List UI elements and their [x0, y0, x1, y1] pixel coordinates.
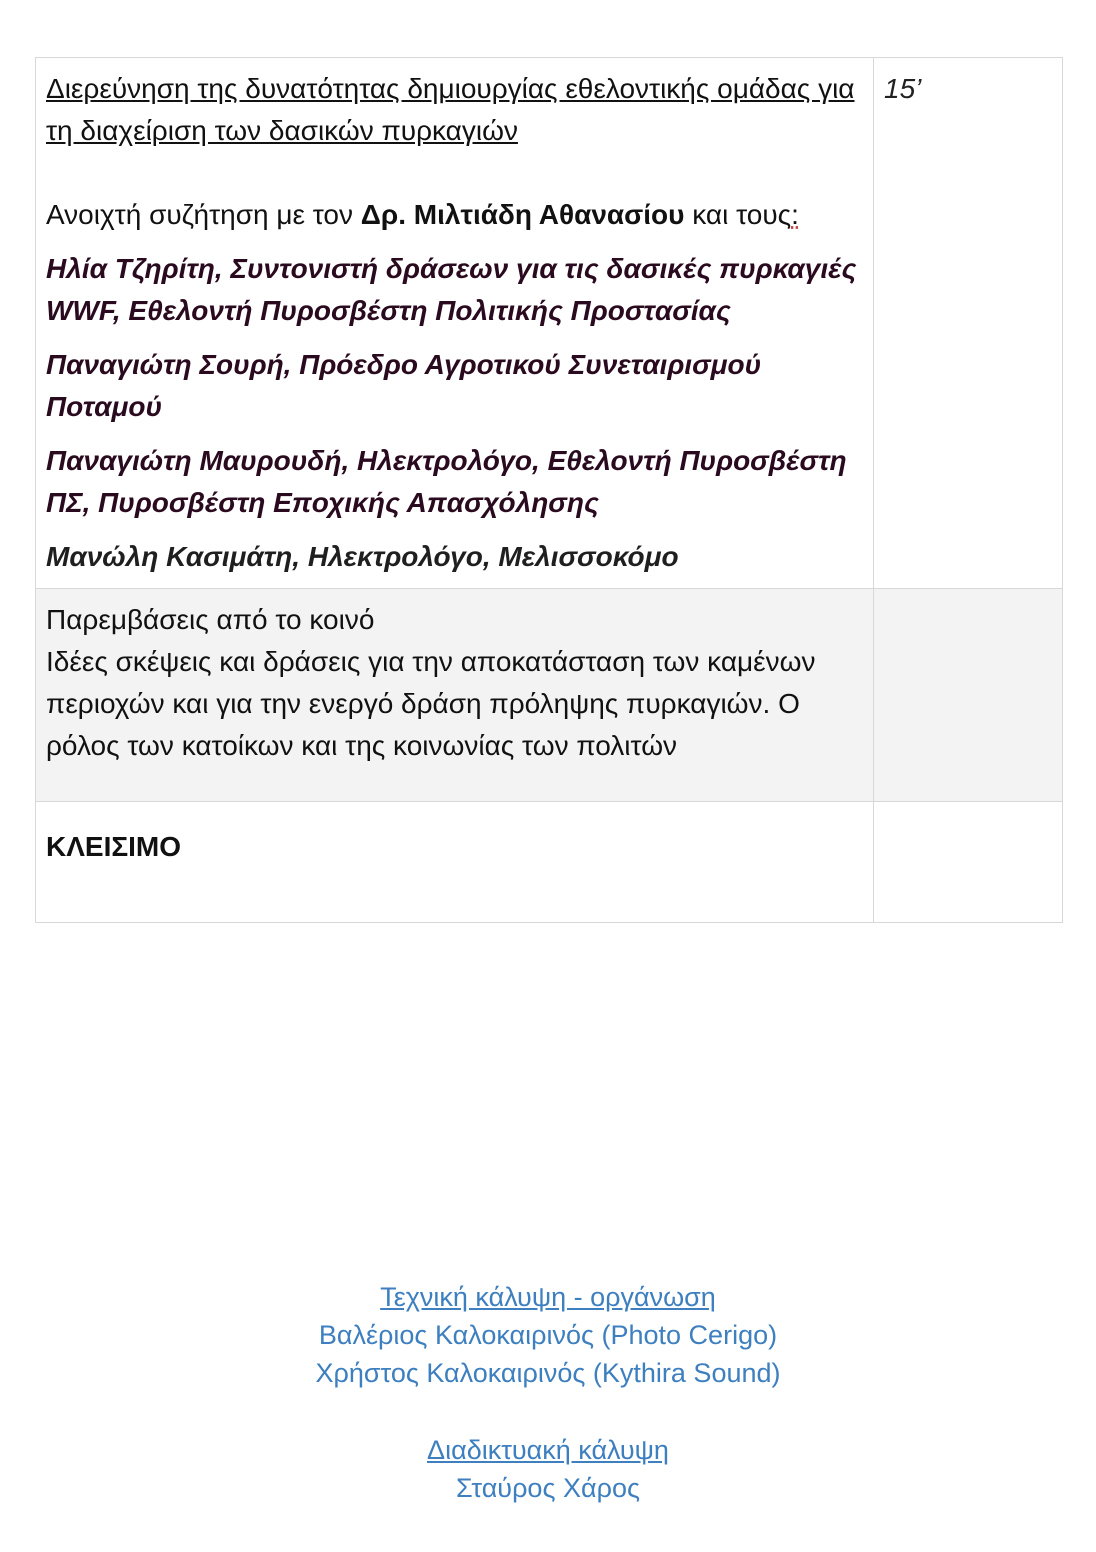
intro-prefix: Ανοιχτή συζήτηση με τον	[46, 199, 361, 230]
intro-text	[46, 194, 863, 236]
agenda-table	[35, 57, 1063, 923]
audience-description: Ιδέες σκέψεις και δράσεις για την αποκατάσταση των καμένων περιοχών και για την ενεργό δράση πρόληψης πυρκαγιών. Ο ρόλος των κατοίκων και της κοινωνίας των πολιτών	[46, 646, 816, 761]
speaker-item: Ηλία Τζηρίτη, Συντονιστή δράσεων για τις δασικές πυρκαγιές WWF, Εθελοντή Πυροσβέστη Πολιτικής Προστασίας	[46, 253, 857, 326]
technical-coverage-heading: Τεχνική κάλυψη - οργάνωση	[380, 1282, 716, 1312]
duration-cell	[874, 802, 1063, 923]
speaker-item: Παναγιώτη Μαυρουδή, Ηλεκτρολόγο, Εθελοντή Πυροσβέστη ΠΣ, Πυροσβέστη Εποχικής Απασχόλησης	[46, 445, 847, 518]
agenda-item-cell	[36, 589, 874, 802]
closing-label: ΚΛΕΙΣΙΜΟ	[46, 831, 182, 862]
credits-section	[0, 1278, 1096, 1507]
audience-heading: Παρεμβάσεις από το κοινό	[46, 604, 375, 635]
moderator-name: Δρ. Μιλτιάδη Αθανασίου	[360, 199, 685, 230]
agenda-item-cell	[36, 802, 874, 923]
intro-suffix: και τους	[684, 199, 792, 230]
speaker-item: Παναγιώτη Σουρή, Πρόεδρο Αγροτικού Συνεταιρισμού Ποταμού	[46, 349, 762, 422]
intro-colon: :	[791, 199, 799, 230]
credit-name: Βαλέριος Καλοκαιρινός (Photo Cerigo)	[318, 1320, 778, 1350]
credit-name: Σταύρος Χάρος	[456, 1473, 640, 1503]
agenda-item-cell	[36, 58, 874, 589]
duration: 15’	[884, 73, 922, 104]
duration-cell	[874, 589, 1063, 802]
agenda-row-audience	[36, 589, 1063, 802]
speaker-item: Μανώλη Κασιμάτη, Ηλεκτρολόγο, Μελισσοκόμο	[46, 541, 679, 572]
online-coverage-heading: Διαδικτυακή κάλυψη	[427, 1435, 669, 1465]
credit-name: Χρήστος Καλοκαιρινός (Kythira Sound)	[315, 1358, 781, 1388]
duration-cell	[874, 58, 1063, 589]
agenda-row-closing	[36, 802, 1063, 923]
topic-title: Διερεύνηση της δυνατότητας δημιουργίας εθελοντικής ομάδας για τη διαχείριση των δασικών πυρκαγιών	[46, 73, 855, 146]
agenda-row-discussion	[36, 58, 1063, 589]
